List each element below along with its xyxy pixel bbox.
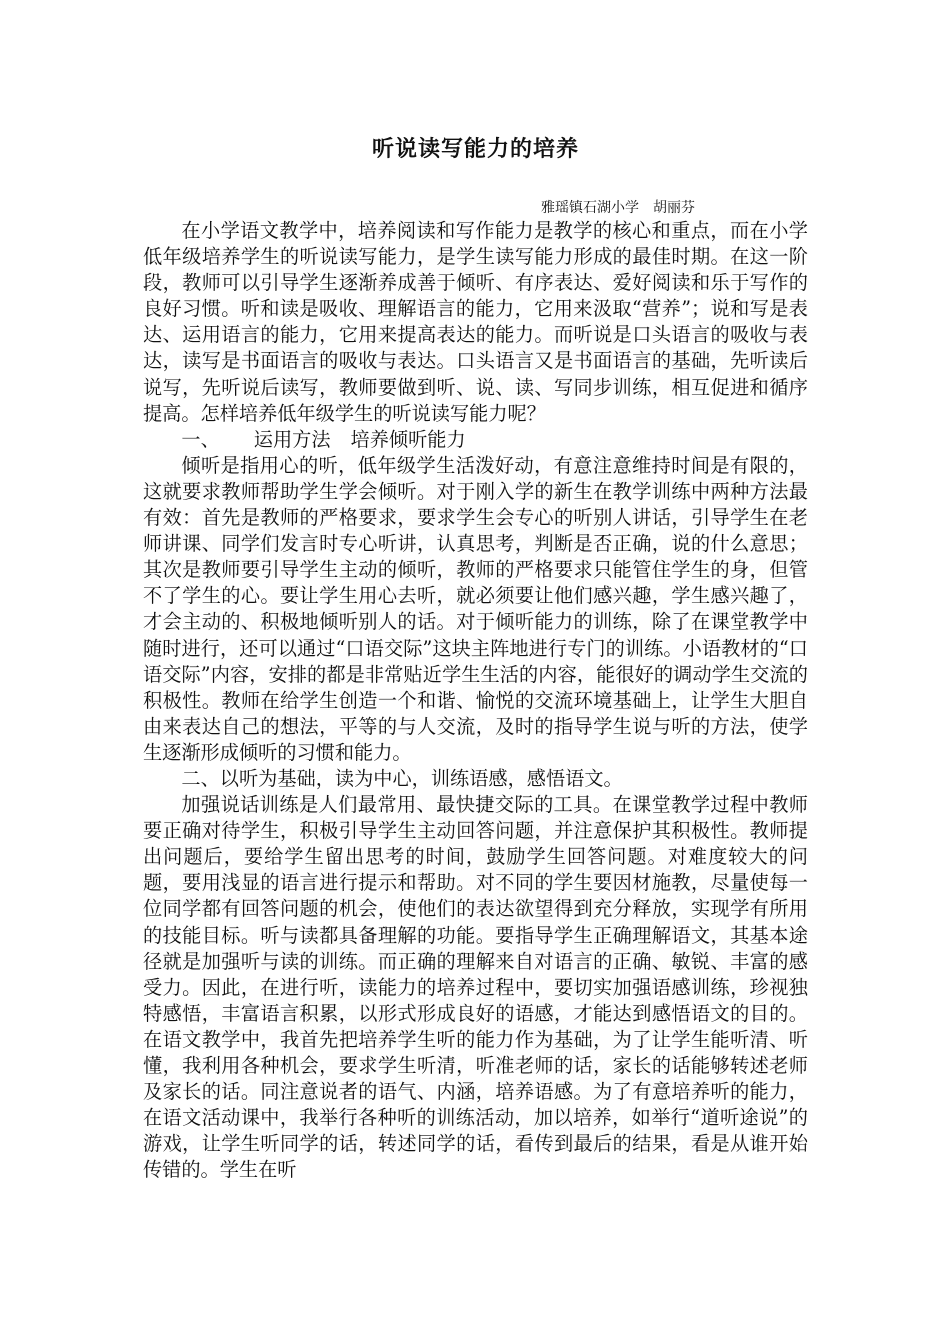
section-heading-1-number: 一、 [181,427,220,451]
section-heading-1-part2: 培养倾听能力 [350,427,466,451]
document-title: 听说读写能力的培养 [371,136,579,162]
author-line: 雅瑶镇石湖小学 胡丽芬 [541,200,695,216]
section-heading-2: 二、以听为基础，读为中心，训练语感，感悟语文。 [181,766,623,790]
section-heading-1-part1: 运用方法 [253,427,331,451]
intro-paragraph: 在小学语文教学中，培养阅读和写作能力是教学的核心和重点，而在小学低年级培养学生的听说读写能力，是学生读写能力形成的最佳时期。在这一阶段，教师可以引导学生逐渐养成善于倾听、有序表达、爱好阅读和乐于写作的良好习惯。听和读是吸收、理解语言的能力，它用来汲取“营养”；说和写是表达、运用语言的能力，它用来提高表达的能力。而听说是口头语言的吸收与表达，读写是书面语言的吸收与表达。口头语言又是书面语言的基础，先听读后说写，先听说后读写，教师要做到听、说、读、写同步训练，相互促进和循序提高。怎样培养低年级学生的听说读写能力呢？ [143,219,808,425]
document-body [143,218,808,1183]
listening-paragraph: 倾听是指用心的听，低年级学生活泼好动，有意注意维持时间是有限的，这就要求教师帮助学生学会倾听。对于刚入学的新生在教学训练中两种方法最有效：首先是教师的严格要求，要求学生会专心的听别人讲话，引导学生在老师讲课、同学们发言时专心听讲，认真思考，判断是否正确，说的什么意思；其次是教师要引导学生主动的倾听，教师的严格要求只能管住学生的身，但管不了学生的心。要让学生用心去听，就必须要让他们感兴趣，学生感兴趣了，才会主动的、积极地倾听别人的话。对于倾听能力的训练，除了在课堂教学中随时进行，还可以通过“口语交际”这块主阵地进行专门的训练。小语教材的“口语交际”内容，安排的都是非常贴近学生生活的内容，能很好的调动学生交流的积极性。教师在给学生创造一个和谐、愉悦的交流环境基础上，让学生大胆自由来表达自己的想法，平等的与人交流，及时的指导学生说与听的方法，使学生逐渐形成倾听的习惯和能力。 [143,453,808,764]
section-heading-1 [143,427,808,453]
speaking-paragraph: 加强说话训练是人们最常用、最快捷交际的工具。在课堂教学过程中教师要正确对待学生，积极引导学生主动回答问题，并注意保护其积极性。教师提出问题后，要给学生留出思考的时间，鼓励学生回答问题。对难度较大的问题，要用浅显的语言进行提示和帮助。对不同的学生要因材施教，尽量使每一位同学都有回答问题的机会，使他们的表达欲望得到充分释放，实现学有所用的技能目标。听与读都具备理解的功能。要指导学生正确理解语文，其基本途径就是加强听与读的训练。而正确的理解来自对语言的正确、敏锐、丰富的感受力。因此，在进行听，读能力的培养过程中，要切实加强语感训练，珍视独特感悟，丰富语言积累，以形式形成良好的语感，才能达到感悟语文的目的。在语文教学中，我首先把培养学生听的能力作为基础，为了让学生能听清、听懂，我利用各种机会，要求学生听清，听准老师的话，家长的话能够转述老师及家长的话。同注意说者的语气、内涵，培养语感。为了有意培养听的能力，在语文活动课中，我举行各种听的训练活动，加以培养，如举行“道听途说”的游戏，让学生听同学的话，转述同学的话，看传到最后的结果，看是从谁开始传错的。学生在听 [143,793,808,1182]
